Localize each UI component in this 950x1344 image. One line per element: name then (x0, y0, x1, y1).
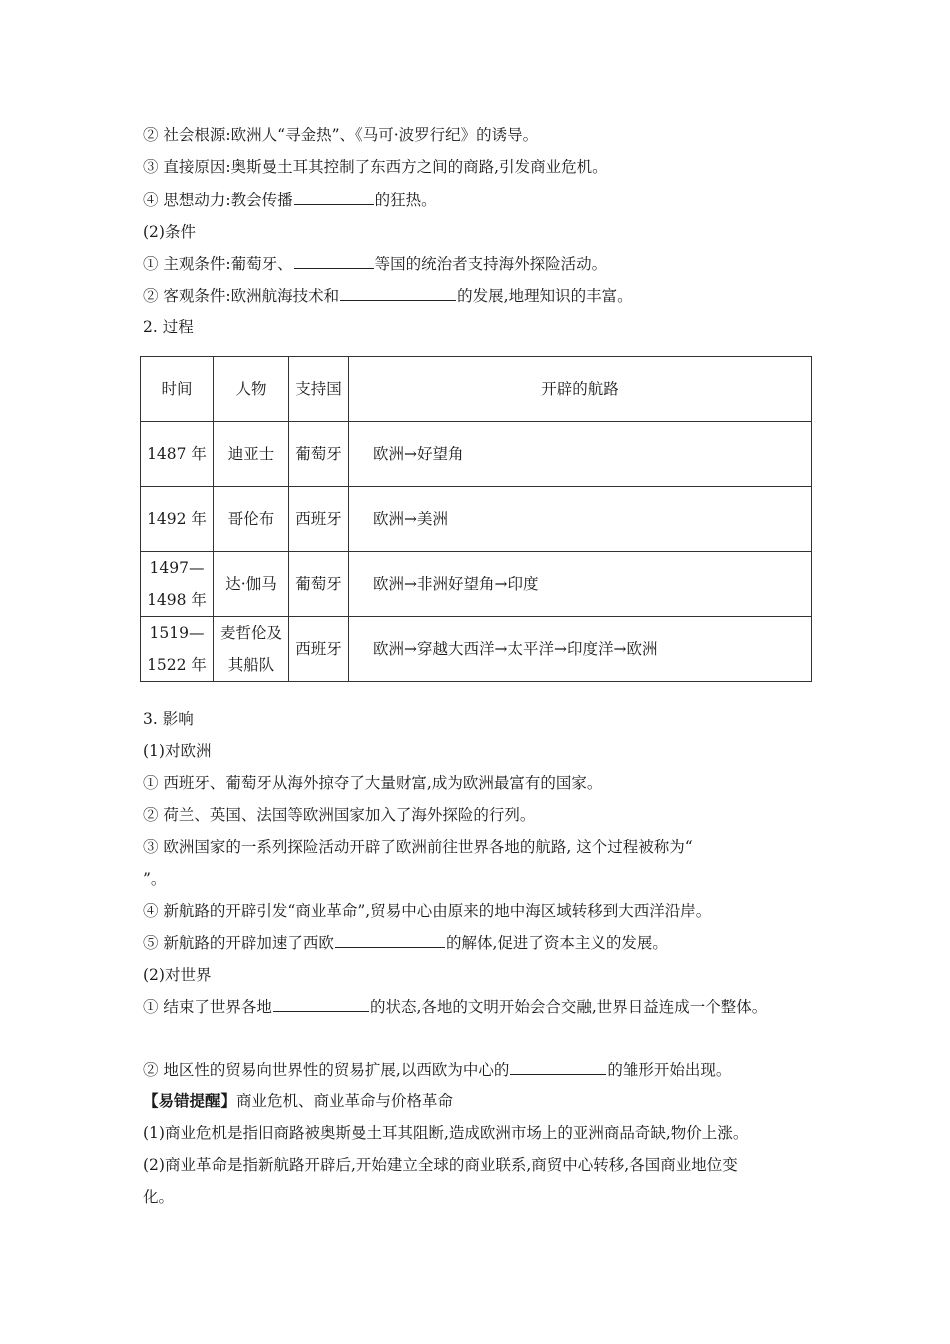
conditions-heading: (2)条件 (143, 223, 196, 241)
cause-line-2: ② 社会根源:欧洲人“寻金热”、《马可·波罗行纪》的诱导。 (143, 126, 539, 144)
cell-country: 西班牙 (289, 617, 349, 682)
condition-2 (143, 285, 633, 307)
cell-time: 1519—1522 年 (141, 617, 214, 682)
cell-person: 达·伽马 (214, 552, 289, 617)
table-row (141, 487, 812, 552)
europe-5-after: 的解体,促进了资本主义的发展。 (445, 934, 668, 952)
europe-line-2: ② 荷兰、英国、法国等欧洲国家加入了海外探险的行列。 (143, 806, 536, 824)
cell-route: 欧洲→非洲好望角→印度 (349, 552, 812, 617)
world-line-2 (143, 1059, 731, 1081)
cell-country: 葡萄牙 (289, 552, 349, 617)
table-header-row (141, 357, 812, 422)
col-header-route: 开辟的航路 (349, 357, 812, 422)
cell-person: 哥伦布 (214, 487, 289, 552)
world-1-before: ① 结束了世界各地 (143, 998, 272, 1016)
europe-5-before: ⑤ 新航路的开辟加速了西欧 (143, 934, 334, 952)
cond-1-before: ① 主观条件:葡萄牙、 (143, 255, 293, 273)
tip-label: 【易错提醒】 (143, 1091, 237, 1110)
cell-person: 麦哲伦及其船队 (214, 617, 289, 682)
cell-time: 1487 年 (141, 422, 214, 487)
cell-time: 1497—1498 年 (141, 552, 214, 617)
cond-2-before: ② 客观条件:欧洲航海技术和 (143, 287, 340, 305)
fill-blank[interactable] (510, 1060, 606, 1075)
europe-line-3b: ”。 (143, 870, 167, 888)
table-row (141, 422, 812, 487)
cell-country: 葡萄牙 (289, 422, 349, 487)
europe-heading: (1)对欧洲 (143, 742, 212, 760)
table-row (141, 617, 812, 682)
col-header-person: 人物 (214, 357, 289, 422)
col-header-country: 支持国 (289, 357, 349, 422)
cell-route: 欧洲→美洲 (349, 487, 812, 552)
table-row (141, 552, 812, 617)
process-heading: 2. 过程 (143, 318, 194, 336)
condition-1 (143, 253, 607, 275)
cell-country: 西班牙 (289, 487, 349, 552)
tip-heading (143, 1090, 453, 1112)
cause-4-before: ④ 思想动力:教会传播 (143, 191, 293, 209)
europe-line-1: ① 西班牙、葡萄牙从海外掠夺了大量财富,成为欧洲最富有的国家。 (143, 774, 603, 792)
cause-line-4 (143, 189, 437, 211)
europe-line-3a: ③ 欧洲国家的一系列探险活动开辟了欧洲前往世界各地的航路, 这个过程被称为“ (143, 838, 693, 856)
cause-line-3: ③ 直接原因:奥斯曼土耳其控制了东西方之间的商路,引发商业危机。 (143, 158, 608, 176)
world-2-after: 的雏形开始出现。 (607, 1061, 732, 1079)
cond-1-after: 等国的统治者支持海外探险活动。 (374, 255, 608, 273)
cond-2-after: 的发展,地理知识的丰富。 (457, 287, 633, 305)
cell-route: 欧洲→穿越大西洋→太平洋→印度洋→欧洲 (349, 617, 812, 682)
fill-blank[interactable] (340, 286, 456, 301)
fill-blank[interactable] (294, 254, 374, 269)
cell-route: 欧洲→好望角 (349, 422, 812, 487)
world-2-before: ② 地区性的贸易向世界性的贸易扩展,以西欧为中心的 (143, 1061, 510, 1079)
cell-person: 迪亚士 (214, 422, 289, 487)
tip-line-2b: 化。 (143, 1188, 175, 1206)
fill-blank[interactable] (335, 933, 445, 948)
cause-4-after: 的狂热。 (374, 191, 437, 209)
world-heading: (2)对世界 (143, 966, 212, 984)
europe-line-5 (143, 932, 668, 954)
europe-line-4: ④ 新航路的开辟引发“商业革命”,贸易中心由原来的地中海区域转移到大西洋沿岸。 (143, 902, 712, 920)
world-line-1 (143, 996, 767, 1018)
voyages-table (140, 356, 812, 682)
fill-blank[interactable] (273, 997, 369, 1012)
tip-line-1: (1)商业危机是指旧商路被奥斯曼土耳其阻断,造成欧洲市场上的亚洲商品奇缺,物价上涨。 (143, 1124, 749, 1142)
impact-heading: 3. 影响 (143, 710, 194, 728)
tip-title: 商业危机、商业革命与价格革命 (236, 1092, 454, 1110)
col-header-time: 时间 (141, 357, 214, 422)
cell-time: 1492 年 (141, 487, 214, 552)
world-1-after: 的状态,各地的文明开始会合交融,世界日益连成一个整体。 (369, 998, 768, 1016)
tip-line-2a: (2)商业革命是指新航路开辟后,开始建立全球的商业联系,商贸中心转移,各国商业地位变 (143, 1156, 738, 1174)
fill-blank[interactable] (294, 190, 374, 205)
